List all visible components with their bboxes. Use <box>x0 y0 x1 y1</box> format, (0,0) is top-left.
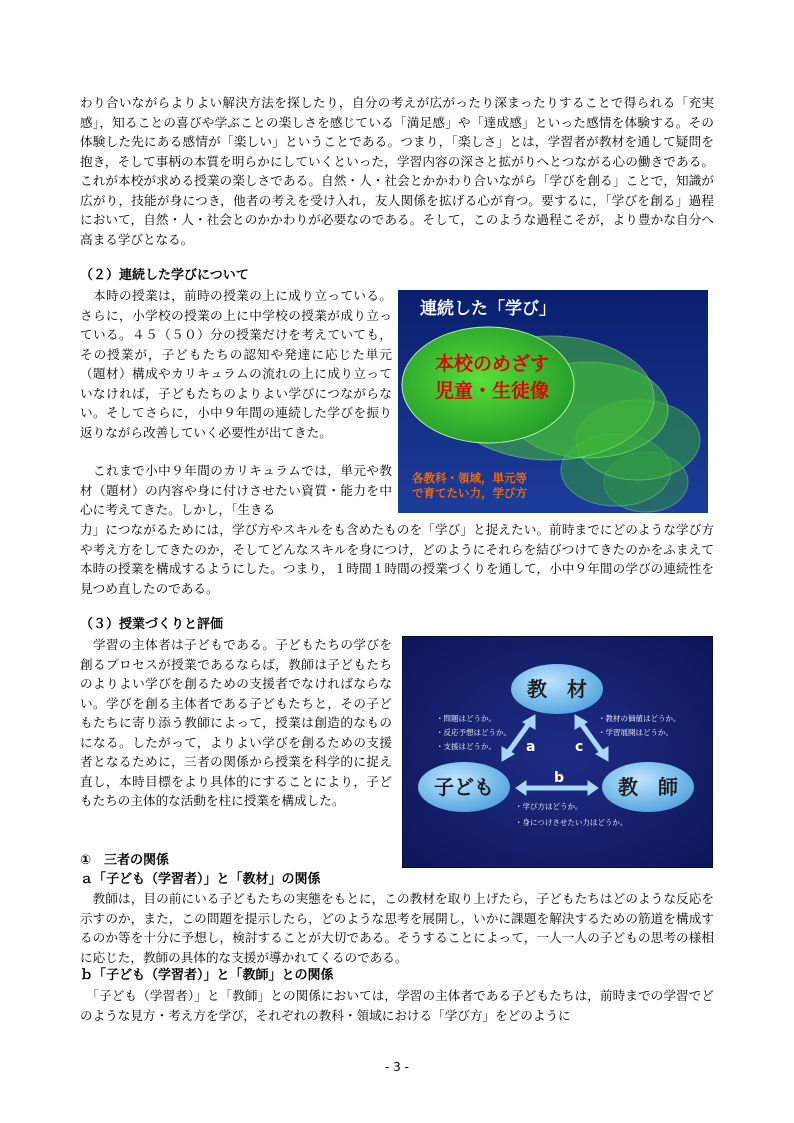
section-2-heading: （２）連続した学びについて <box>80 268 249 283</box>
bottom-note-1: ・学び方はどうか。 <box>515 802 583 811</box>
subsection-b-paragraph: 「子ども（学習者）」と「教師」との関係においては，学習の主体者である子どもたちは，前時までの学習でどのような見方・考え方を学び，それぞれの教科・領域における「学び方」をどのように <box>80 988 714 1023</box>
figure-title: 連続した「学び」 <box>420 299 556 319</box>
figure-continuous-learning-graphic <box>398 290 708 513</box>
intro-paragraph: わり合いながらよりよい解決方法を探したり，自分の考えが広がったり深まったりすることで得られる「充実感」，知ることの喜びや学ぶことの楽しさを感じている「満足感」や「達成感」といった感情を体験する。その体験した先にある感情が「楽しい」ということである。つまり，「楽しさ」とは，学習者が教材を通して疑問を抱き，そして事柄の本質を明らかにしていくといった，学習内容の深さと拡がりへとつながる心の働きである。これが本校が求める授業の楽しさである。自然・人・社会とかかわり合いながら「学びを創る」ことで，知識が広がり，技能が身につき，他者の考えを受け入れ，友人関係を拡げる心が育つ。要するに，「学びを創る」過程において，自然・人・社会とのかかわりが必要なのである。そして，このような過程こそが，より豊かな自分へ高まる学びとなる。 <box>80 95 714 247</box>
section-3-paragraph: 学習の主体者は子どもである。子どもたちの学びを創るプロセスが授業であるならば，教師は子どもたちのよりよい学びを創るための支援者でなければならない。学びを創る主体者である子どもたちと，その子どもたちに寄り添う教師によって，授業は創造的なものになる。したがって，よりよい学びを創るための支援者となるために，三者の関係から授業を科学的に捉え直し，本時目標をより具体的にすることにより，子どもたちの主体的な活動を柱に授業を構成した。 <box>80 637 392 808</box>
figure-three-party-relationship-graphic <box>402 636 713 868</box>
label-b: b <box>554 770 565 786</box>
left-note-2: ・反応予想はどうか。 <box>436 728 511 737</box>
subsection-b-heading: ｂ「子ども（学習者）」と「教師」との関係 <box>80 968 334 983</box>
figure-bottom-line-1: 各教科・領域，単元等 <box>412 471 527 485</box>
section-2-paragraph-2-continued: 力」につながるためには，学び方やスキルをも含めたものを「学び」と捉えたい。前時までにどのような学び方や考え方をしてきたのか，そしてどんなスキルを身につけ，どのようにそれらを結びつけてきたのかをふまえて本時の授業を構成するようにした。つまり，１時間１時間の授業づくりを通して，小中９年間の学びの連続性を見つめ直したのである。 <box>80 522 714 596</box>
node-material-label: 教 材 <box>527 677 587 701</box>
right-note-1: ・教材の価値はどうか。 <box>598 714 681 723</box>
subsection-1-heading: ① 三者の関係 <box>80 853 170 868</box>
figure-continuous-learning <box>398 290 708 513</box>
section-3-heading: （３）授業づくりと評価 <box>80 617 224 632</box>
label-a: a <box>526 739 536 755</box>
subsection-a-paragraph: 教師は，目の前にいる子どもたちの実態をもとに，この教材を取り上げたら，子どもたちはどのような反応を示すのか，また，この問題を提示したら，どのような思考を展開し，いかに課題を解決するための筋道を構成するのか等を十分に予想し，検討することが大切である。そうすることによって，一人一人の子どもの思考の様相に応じた，教師の具体的な支援が導かれてくるのである。 <box>80 891 715 965</box>
bottom-note-2: ・身につけさせたい力はどうか。 <box>515 818 628 827</box>
figure-center-line-2: 児童・生徒像 <box>435 380 550 402</box>
right-note-2: ・学習展開はどうか。 <box>598 728 673 737</box>
subsection-a-heading: ａ「子ども（学習者）」と「教材」の関係 <box>80 872 321 887</box>
node-teacher-label: 教 師 <box>618 775 678 799</box>
figure-three-party-relationship <box>402 636 713 868</box>
label-c: c <box>575 739 584 755</box>
page-number: - 3 - <box>385 1060 409 1074</box>
left-note-1: ・問題はどうか。 <box>436 714 496 723</box>
figure-center-line-1: 本校のめざす <box>435 353 550 375</box>
figure-bottom-line-2: で育てたい力，学び方 <box>412 486 527 500</box>
section-2-paragraph-1: 本時の授業は，前時の授業の上に成り立っている。さらに，小学校の授業の上に中学校の授業が成り立っている。４５（５０）分の授業だけを考えていても，その授業が，子どもたちの認知や発達に応じた単元（題材）構成やカリキュラムの流れの上に成り立っていなければ，子どもたちのよりよい学びにつながらない。そしてさらに，小中９年間の連続した学びを振り返りながら改善していく必要性が出てきた。 <box>80 288 392 440</box>
section-2-paragraph-2-start: これまで小中９年間のカリキュラムでは，単元や教材（題材）の内容や身に付けさせたい資質・能力を中心に考えてきた。しかし，「生きる <box>80 463 392 517</box>
node-child-label: 子ども <box>434 775 494 799</box>
left-note-3: ・支援はどうか。 <box>436 742 496 751</box>
